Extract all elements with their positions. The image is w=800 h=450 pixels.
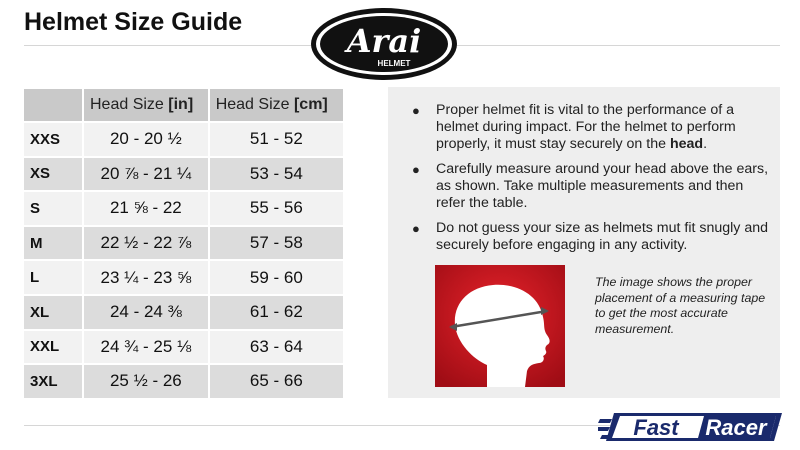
bullet-icon: ● [412, 162, 420, 177]
head-size-in-value: 25 ½ - 26 [84, 365, 208, 398]
list-item: ● Carefully measure around your head above the ears, as shown. Take multiple measurements and then refer the table. [412, 161, 769, 211]
head-size-in-value: 24 ¾ - 25 ⅛ [84, 331, 208, 364]
head-size-cm-value: 55 - 56 [210, 192, 343, 225]
fastracer-logo-racer-text: Racer [705, 415, 767, 440]
list-item: ● Do not guess your size as helmets mut fit snugly and securely before engaging in any activity. [412, 220, 768, 253]
table-row [24, 296, 343, 329]
size-label: 3XL [24, 365, 82, 398]
list-item: ● Proper helmet fit is vital to the performance of a helmet during impact. For the helmet to perform properly, it must stay securely on the head. [412, 102, 736, 152]
arai-logo-subtext: HELMET [377, 59, 411, 68]
table-row [24, 192, 343, 225]
fit-instructions-panel [388, 87, 780, 398]
fit-instructions-list [412, 102, 772, 262]
head-size-cm-value: 57 - 58 [210, 227, 343, 260]
head-size-in-value: 23 ¼ - 23 ⅝ [84, 261, 208, 294]
size-label: XS [24, 158, 82, 191]
table-row [24, 158, 343, 191]
head-size-in-value: 22 ½ - 22 ⅞ [84, 227, 208, 260]
header-corner-cell [24, 89, 82, 121]
size-label: XL [24, 296, 82, 329]
header-head-size-cm: Head Size [cm] [210, 89, 343, 121]
size-label: L [24, 261, 82, 294]
fastracer-logo-icon [598, 407, 786, 447]
size-label: S [24, 192, 82, 225]
head-size-cm-value: 59 - 60 [210, 261, 343, 294]
page-title: Helmet Size Guide [24, 8, 243, 36]
arai-logo-icon [308, 4, 460, 84]
table-header-row [24, 89, 343, 121]
size-label: M [24, 227, 82, 260]
arai-logo-text: Arai [346, 22, 422, 60]
head-size-in-value: 21 ⅝ - 22 [84, 192, 208, 225]
head-measurement-illustration-icon [435, 265, 565, 387]
head-size-cm-value: 51 - 52 [210, 123, 343, 156]
head-size-cm-value: 61 - 62 [210, 296, 343, 329]
head-size-cm-value: 65 - 66 [210, 365, 343, 398]
table-row [24, 365, 343, 398]
size-label: XXL [24, 331, 82, 364]
bullet-icon: ● [412, 103, 420, 118]
bullet-icon: ● [412, 221, 420, 236]
illustration-caption: The image shows the proper placement of a measuring tape to get the most accurate measurement. [595, 275, 766, 336]
fastracer-logo-fast-text: Fast [633, 415, 679, 440]
table-row [24, 123, 343, 156]
table-row [24, 227, 343, 260]
table-row [24, 261, 343, 294]
table-row [24, 331, 343, 364]
head-size-in-value: 20 ⅞ - 21 ¼ [84, 158, 208, 191]
head-size-cm-value: 63 - 64 [210, 331, 343, 364]
head-size-cm-value: 53 - 54 [210, 158, 343, 191]
head-size-in-value: 24 - 24 ⅜ [84, 296, 208, 329]
size-table [22, 87, 345, 400]
header-head-size-in: Head Size [in] [84, 89, 208, 121]
size-label: XXS [24, 123, 82, 156]
head-size-in-value: 20 - 20 ½ [84, 123, 208, 156]
